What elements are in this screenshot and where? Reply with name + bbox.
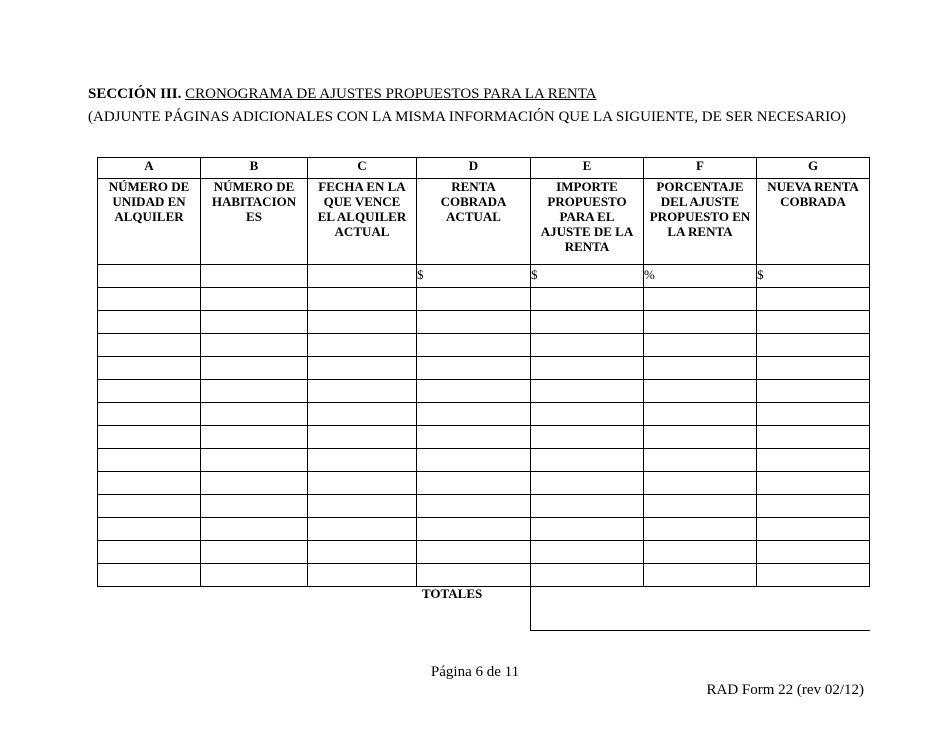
column-header: NÚMERO DE UNIDAD EN ALQUILER: [98, 179, 201, 265]
table-cell[interactable]: [644, 380, 757, 403]
table-cell[interactable]: [531, 380, 644, 403]
column-letter: A: [98, 158, 201, 179]
table-row: [98, 426, 870, 449]
table-cell[interactable]: [98, 541, 201, 564]
table-row: [98, 288, 870, 311]
table-cell[interactable]: [98, 472, 201, 495]
table-cell[interactable]: [644, 564, 757, 587]
table-cell[interactable]: [98, 288, 201, 311]
table-cell[interactable]: [308, 380, 417, 403]
table-cell[interactable]: [531, 334, 644, 357]
symbol-cell[interactable]: %: [644, 265, 757, 288]
table-cell[interactable]: [531, 449, 644, 472]
table-cell[interactable]: [308, 564, 417, 587]
table-cell[interactable]: [417, 334, 531, 357]
table-cell[interactable]: [98, 334, 201, 357]
totals-box[interactable]: [530, 585, 870, 631]
table-cell[interactable]: [644, 495, 757, 518]
table-cell[interactable]: [757, 357, 870, 380]
table-row: [98, 495, 870, 518]
table-cell[interactable]: [201, 265, 308, 288]
table-row: [98, 334, 870, 357]
table-cell[interactable]: [98, 380, 201, 403]
column-header: RENTA COBRADA ACTUAL: [417, 179, 531, 265]
table-cell[interactable]: [644, 426, 757, 449]
table-row: [98, 311, 870, 334]
table-cell[interactable]: [531, 495, 644, 518]
totals-label: TOTALES: [422, 586, 483, 601]
table-cell[interactable]: [531, 472, 644, 495]
table-row: [98, 564, 870, 587]
table-cell[interactable]: [308, 403, 417, 426]
table-cell[interactable]: [531, 403, 644, 426]
table-cell[interactable]: [98, 495, 201, 518]
table-cell[interactable]: [644, 518, 757, 541]
column-letter: F: [644, 158, 757, 179]
section-heading: [88, 86, 597, 103]
table-cell[interactable]: [531, 288, 644, 311]
table-cell[interactable]: [417, 495, 531, 518]
table-row: [98, 403, 870, 426]
table-cell[interactable]: [644, 311, 757, 334]
table-cell[interactable]: [308, 311, 417, 334]
column-header: NÚMERO DE HABITACION ES: [201, 179, 308, 265]
table-cell[interactable]: [531, 311, 644, 334]
table-cell[interactable]: [98, 426, 201, 449]
table-cell[interactable]: [417, 541, 531, 564]
table-cell[interactable]: [757, 311, 870, 334]
table-cell[interactable]: [757, 495, 870, 518]
table-cell[interactable]: [201, 518, 308, 541]
table-cell[interactable]: [201, 334, 308, 357]
table-cell[interactable]: [757, 518, 870, 541]
table-cell[interactable]: [417, 449, 531, 472]
table-cell[interactable]: [417, 564, 531, 587]
table-cell[interactable]: [201, 311, 308, 334]
table-cell[interactable]: [417, 311, 531, 334]
table-cell[interactable]: [308, 449, 417, 472]
table-cell[interactable]: [644, 403, 757, 426]
table-cell[interactable]: [757, 380, 870, 403]
column-header-row: [98, 179, 870, 265]
column-header: PORCENTAJE DEL AJUSTE PROPUESTO EN LA RENTA: [644, 179, 757, 265]
symbol-cell[interactable]: $: [757, 265, 870, 288]
table-cell[interactable]: [308, 357, 417, 380]
table-cell[interactable]: [98, 311, 201, 334]
table-cell[interactable]: [757, 472, 870, 495]
table-cell[interactable]: [201, 403, 308, 426]
table-row: [98, 357, 870, 380]
table-cell[interactable]: [644, 288, 757, 311]
table-cell[interactable]: [757, 288, 870, 311]
table-cell[interactable]: [308, 495, 417, 518]
table-cell[interactable]: [531, 564, 644, 587]
table-cell[interactable]: [201, 564, 308, 587]
section-instructions: (ADJUNTE PÁGINAS ADICIONALES CON LA MISMA INFORMACIÓN QUE LA SIGUIENTE, DE SER NECESARIO): [88, 109, 846, 125]
table-cell[interactable]: [98, 357, 201, 380]
table-cell[interactable]: [644, 334, 757, 357]
column-header: NUEVA RENTA COBRADA: [757, 179, 870, 265]
table-cell[interactable]: [201, 495, 308, 518]
table-cell[interactable]: [308, 472, 417, 495]
table-cell[interactable]: [98, 518, 201, 541]
form-identifier: RAD Form 22 (rev 02/12): [706, 682, 864, 698]
table-cell[interactable]: [308, 426, 417, 449]
table-cell[interactable]: [757, 449, 870, 472]
table-cell[interactable]: [417, 357, 531, 380]
table-cell[interactable]: [417, 472, 531, 495]
table-cell[interactable]: [644, 449, 757, 472]
table-cell[interactable]: [308, 334, 417, 357]
column-letter: G: [757, 158, 870, 179]
table-cell[interactable]: [201, 541, 308, 564]
table-cell[interactable]: [531, 541, 644, 564]
table-cell[interactable]: [417, 518, 531, 541]
table-cell[interactable]: [757, 403, 870, 426]
table-cell[interactable]: [201, 449, 308, 472]
table-cell[interactable]: [308, 541, 417, 564]
table-cell[interactable]: [98, 564, 201, 587]
table-cell[interactable]: [201, 426, 308, 449]
table-cell[interactable]: [757, 426, 870, 449]
symbol-cell[interactable]: $: [417, 265, 531, 288]
currency-symbol-row: [98, 265, 870, 288]
table-row: [98, 518, 870, 541]
table-cell[interactable]: [201, 380, 308, 403]
table-row: [98, 380, 870, 403]
table-cell[interactable]: [201, 472, 308, 495]
table-cell[interactable]: [201, 288, 308, 311]
column-header: IMPORTE PROPUESTO PARA EL AJUSTE DE LA RENTA: [531, 179, 644, 265]
table-cell[interactable]: [644, 541, 757, 564]
table-cell[interactable]: [757, 564, 870, 587]
page-number: Página 6 de 11: [430, 664, 520, 680]
table-cell[interactable]: [417, 288, 531, 311]
table-cell[interactable]: [757, 541, 870, 564]
table-cell[interactable]: [417, 380, 531, 403]
column-letter: E: [531, 158, 644, 179]
column-letter-row: [98, 158, 870, 179]
symbol-cell[interactable]: $: [531, 265, 644, 288]
table-row: [98, 541, 870, 564]
table-cell[interactable]: [201, 357, 308, 380]
column-letter: D: [417, 158, 531, 179]
table-cell[interactable]: [417, 426, 531, 449]
section-label: SECCIÓN III.: [88, 86, 182, 102]
table-row: [98, 449, 870, 472]
column-letter: B: [201, 158, 308, 179]
table-cell[interactable]: [308, 518, 417, 541]
table-cell[interactable]: [308, 265, 417, 288]
table-row: [98, 472, 870, 495]
table-cell[interactable]: [757, 334, 870, 357]
table-cell[interactable]: [644, 472, 757, 495]
section-title: CRONOGRAMA DE AJUSTES PROPUESTOS PARA LA RENTA: [185, 86, 597, 102]
table-cell[interactable]: [531, 518, 644, 541]
table-cell[interactable]: [98, 403, 201, 426]
table-cell[interactable]: [417, 403, 531, 426]
table-cell[interactable]: [531, 426, 644, 449]
table-cell[interactable]: [98, 265, 201, 288]
table-cell[interactable]: [644, 357, 757, 380]
table-cell[interactable]: [98, 449, 201, 472]
column-header: FECHA EN LA QUE VENCE EL ALQUILER ACTUAL: [308, 179, 417, 265]
rent-adjustment-table: [97, 157, 870, 587]
column-letter: C: [308, 158, 417, 179]
table-cell[interactable]: [308, 288, 417, 311]
table-cell[interactable]: [531, 357, 644, 380]
